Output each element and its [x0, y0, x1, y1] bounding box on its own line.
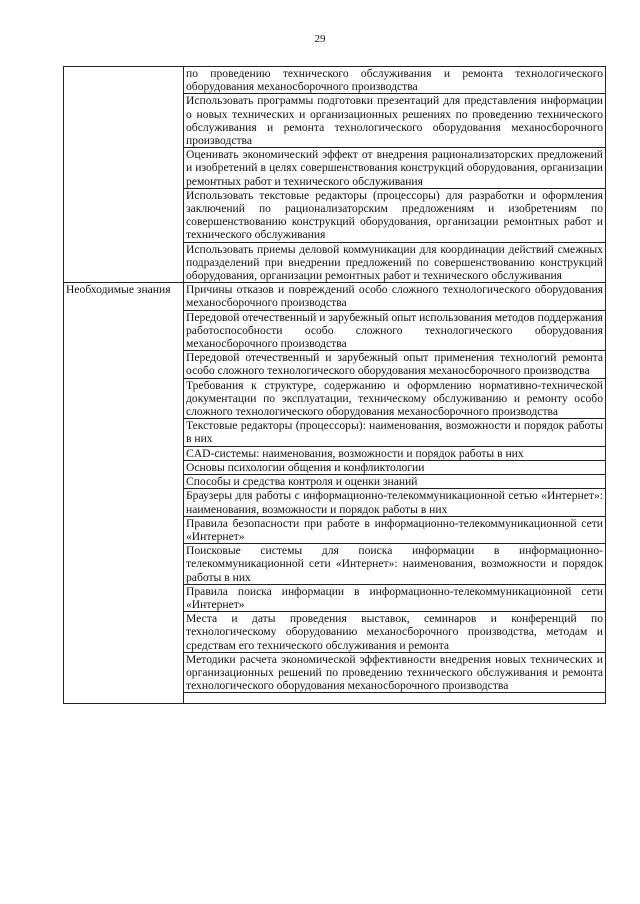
knowledge-item: Поисковые системы для поиска информации в информационно-телекоммуникационной сети «Интернет»: наименования, возможности и порядок работы в них: [184, 544, 606, 585]
knowledge-item: Места и даты проведения выставок, семинаров и конференций по технологическому оборудованию механосборочного производства, методам и средствам его технического обслуживания и ремонта: [184, 612, 606, 653]
knowledge-item: Правила поиска информации в информационно-телекоммуникационной сети «Интернет»: [184, 584, 606, 611]
knowledge-label: Необходимые знания: [64, 283, 184, 704]
knowledge-item: Причины отказов и повреждений особо сложного технологического оборудования механосборочного производства: [184, 283, 606, 310]
table-row: [64, 283, 606, 310]
knowledge-item: Браузеры для работы с информационно-телекоммуникационной сетью «Интернет»: наименования, возможности и порядок работы в них: [184, 489, 606, 516]
skill-item: Использовать программы подготовки презентаций для представления информации о новых технических и организационных решениях по проведению технического обслуживания и ремонта технологического оборудования механосборочного производства: [184, 94, 606, 148]
requirements-table: [63, 66, 606, 704]
knowledge-item: Правила безопасности при работе в информационно-телекоммуникационной сети «Интернет»: [184, 516, 606, 543]
knowledge-item: Методики расчета экономической эффективности внедрения новых технических и организационных решений по проведению технического обслуживания и ремонта технологического оборудования механосборочного производства: [184, 652, 606, 693]
table-row: [64, 67, 606, 94]
skill-item: Использовать приемы деловой коммуникации для координации действий смежных подразделений при внедрении предложений по совершенствованию конструкций оборудования, организации ремонтных работ и технического обслуживания: [184, 242, 606, 283]
knowledge-item: Передовой отечественный и зарубежный опыт применения технологий ремонта особо сложного технологического оборудования механосборочного производства: [184, 351, 606, 378]
knowledge-item: Способы и средства контроля и оценки знаний: [184, 475, 606, 489]
empty-item-cell: [184, 693, 606, 704]
skill-item: Оценивать экономический эффект от внедрения рационализаторских предложений и изобретений в целях совершенствования конструкций оборудования, организации ремонтных работ и технического обслуживания: [184, 148, 606, 189]
knowledge-item: Передовой отечественный и зарубежный опыт использования методов поддержания работоспособности особо сложного технологического оборудования механосборочного производства: [184, 310, 606, 351]
knowledge-item: Требования к структуре, содержанию и оформлению нормативно-технической документации по эксплуатации, техническому обслуживанию и ремонту особо сложного технологического оборудования механосборочного производства: [184, 378, 606, 419]
skills-label-cell: [64, 67, 184, 283]
page-number: 29: [314, 33, 326, 45]
knowledge-item: Основы психологии общения и конфликтологии: [184, 460, 606, 474]
skill-item: Использовать текстовые редакторы (процессоры) для разработки и оформления заключений по рационализаторским предложениям и изобретениям по совершенствованию конструкций оборудования, организации ремонтных работ и технического обслуживания: [184, 188, 606, 242]
knowledge-item: CAD-системы: наименования, возможности и порядок работы в них: [184, 446, 606, 460]
knowledge-item: Текстовые редакторы (процессоры): наименования, возможности и порядок работы в них: [184, 419, 606, 446]
skill-item: по проведению технического обслуживания и ремонта технологического оборудования механосборочного производства: [184, 67, 606, 94]
